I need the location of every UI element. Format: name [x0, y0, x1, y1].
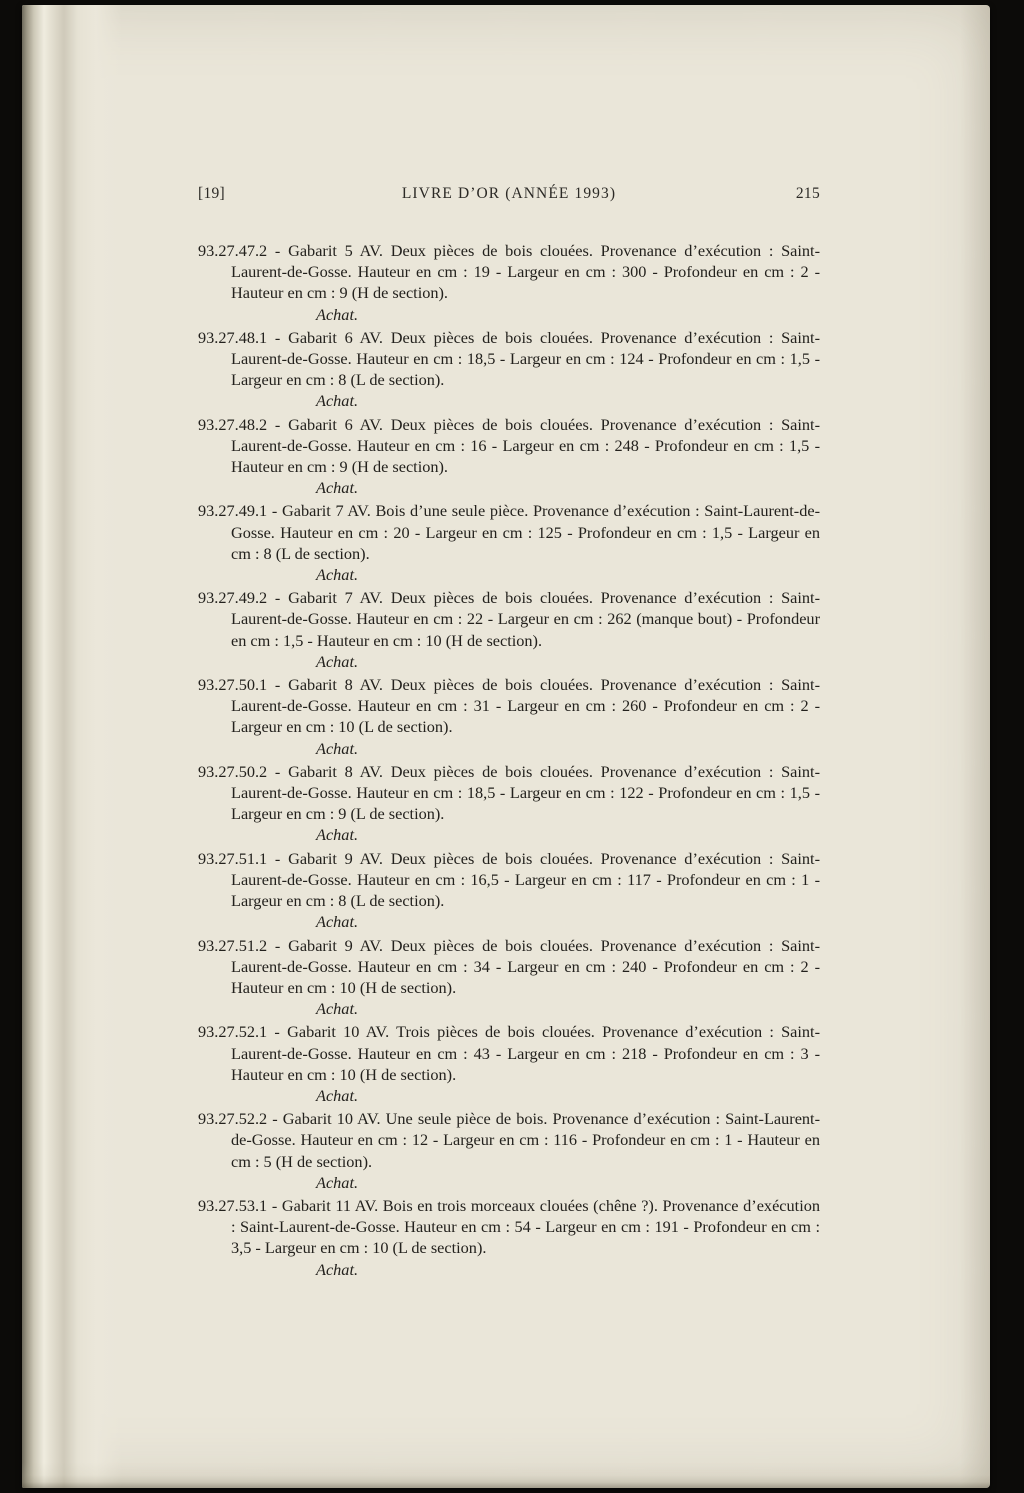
catalog-entry — [198, 674, 820, 759]
entry-text — [198, 674, 820, 738]
entry-text — [198, 414, 820, 478]
entry-id: 93.27.50.1 — [198, 675, 268, 695]
page-number: 215 — [795, 185, 820, 202]
entry-description: Gabarit 5 AV. Deux pièces de bois clouées. Provenance d’exécution : Saint-Laurent-de-Gosse. Hauteur en cm : 19 - Largeur en cm : 300 - Profondeur en cm : 2 - Hauteur en cm : 9 (H de section). — [231, 241, 821, 303]
entry-text — [198, 1021, 820, 1085]
catalog-entry — [198, 500, 820, 585]
entry-separator: - — [267, 848, 289, 868]
page-bottom-edge — [22, 1462, 990, 1488]
entry-acquisition: Achat. — [316, 1172, 359, 1192]
catalog-entry — [198, 848, 820, 933]
entry-description: Gabarit 6 AV. Deux pièces de bois clouées. Provenance d’exécution : Saint-Laurent-de-Gosse. Hauteur en cm : 18,5 - Largeur en cm : 124 - Profondeur en cm : 1,5 - Largeur en cm : 8 (L de section). — [231, 327, 821, 390]
entry-text — [198, 848, 820, 912]
entry-text — [198, 327, 820, 391]
entry-separator: - — [267, 414, 289, 434]
catalog-entries — [198, 240, 820, 1280]
catalog-entry — [198, 327, 820, 412]
book-page — [22, 5, 990, 1488]
running-title: LIVRE D’OR (ANNÉE 1993) — [401, 185, 617, 202]
entry-id: 93.27.47.2 — [198, 241, 268, 260]
entry-acquisition: Achat. — [316, 825, 359, 845]
entry-id: 93.27.49.1 — [198, 501, 268, 521]
entry-acquisition: Achat. — [316, 1085, 359, 1105]
catalog-entry — [198, 240, 820, 325]
entry-separator: - — [267, 1195, 282, 1215]
entry-id: 93.27.52.2 — [198, 1109, 268, 1129]
entry-separator: - — [267, 1109, 283, 1129]
catalog-entry — [198, 1108, 820, 1193]
entry-separator: - — [267, 327, 289, 347]
catalog-entry — [198, 761, 820, 846]
entry-text — [198, 935, 820, 999]
entry-id: 93.27.49.2 — [198, 588, 268, 608]
entry-text — [198, 587, 820, 651]
entry-acquisition: Achat. — [316, 391, 359, 411]
entry-separator: - — [267, 1022, 288, 1042]
book-spine-edge — [22, 5, 122, 1488]
entry-separator: - — [267, 675, 289, 695]
entry-description: Gabarit 11 AV. Bois en trois morceaux clouées (chêne ?). Provenance d’exécution : Saint-Laurent-de-Gosse. Hauteur en cm : 54 - Largeur en cm : 191 - Profondeur en cm : 3,5 - Largeur en cm : 10 (L de section). — [231, 1195, 820, 1258]
entry-id: 93.27.52.1 — [198, 1022, 268, 1042]
catalog-entry — [198, 1021, 820, 1106]
entry-id: 93.27.51.1 — [198, 848, 268, 868]
page-header — [198, 185, 820, 203]
entry-description: Gabarit 9 AV. Deux pièces de bois clouées. Provenance d’exécution : Saint-Laurent-de-Gosse. Hauteur en cm : 34 - Largeur en cm : 240 - Profondeur en cm : 2 - Hauteur en cm : 10 (H de section). — [231, 935, 821, 997]
entry-acquisition: Achat. — [316, 565, 359, 585]
entry-acquisition: Achat. — [316, 478, 359, 498]
entry-description: Gabarit 9 AV. Deux pièces de bois clouées. Provenance d’exécution : Saint-Laurent-de-Gosse. Hauteur en cm : 16,5 - Largeur en cm : 117 - Profondeur en cm : 1 - Largeur en cm : 8 (L de section). — [231, 848, 821, 911]
entry-separator: - — [267, 241, 289, 260]
entry-text — [198, 1108, 820, 1172]
entry-acquisition: Achat. — [316, 999, 359, 1019]
entry-separator: - — [267, 761, 289, 781]
entry-description: Gabarit 8 AV. Deux pièces de bois clouées. Provenance d’exécution : Saint-Laurent-de-Gosse. Hauteur en cm : 18,5 - Largeur en cm : 122 - Profondeur en cm : 1,5 - Largeur en cm : 9 (L de section). — [231, 761, 821, 824]
entry-text — [198, 240, 820, 304]
entry-separator: - — [267, 501, 282, 521]
catalog-entry — [198, 587, 820, 672]
entry-id: 93.27.48.1 — [198, 327, 268, 347]
entry-separator: - — [267, 935, 289, 955]
entry-acquisition: Achat. — [316, 651, 359, 671]
entry-acquisition: Achat. — [316, 912, 359, 932]
entry-id: 93.27.53.1 — [198, 1195, 268, 1215]
entry-description: Gabarit 8 AV. Deux pièces de bois clouées. Provenance d’exécution : Saint-Laurent-de-Gosse. Hauteur en cm : 31 - Largeur en cm : 260 - Profondeur en cm : 2 - Largeur en cm : 10 (L de section). — [231, 675, 821, 737]
entry-id: 93.27.48.2 — [198, 414, 268, 434]
entry-text — [198, 1195, 820, 1259]
entry-acquisition: Achat. — [316, 304, 359, 324]
entry-text — [198, 761, 820, 825]
entry-description: Gabarit 7 AV. Bois d’une seule pièce. Provenance d’exécution : Saint-Laurent-de-Gosse. Hauteur en cm : 20 - Largeur en cm : 125 - Profondeur en cm : 1,5 - Largeur en cm : 8 (L de section). — [231, 501, 821, 563]
entry-id: 93.27.50.2 — [198, 761, 268, 781]
entry-description: Gabarit 7 AV. Deux pièces de bois clouées. Provenance d’exécution : Saint-Laurent-de-Gosse. Hauteur en cm : 22 - Largeur en cm : 262 (manque bout) - Profondeur en cm : 1,5 - Hauteur en cm : 10 (H de section). — [231, 588, 821, 650]
folio-bracket-number: [19] — [198, 185, 226, 202]
entry-acquisition: Achat. — [316, 738, 359, 758]
catalog-entry — [198, 1195, 820, 1280]
entry-text — [198, 500, 820, 564]
entry-description: Gabarit 6 AV. Deux pièces de bois clouées. Provenance d’exécution : Saint-Laurent-de-Gosse. Hauteur en cm : 16 - Largeur en cm : 248 - Profondeur en cm : 1,5 - Hauteur en cm : 9 (H de section). — [231, 414, 821, 477]
entry-id: 93.27.51.2 — [198, 935, 268, 955]
entry-description: Gabarit 10 AV. Une seule pièce de bois. Provenance d’exécution : Saint-Laurent-de-Gosse. Hauteur en cm : 12 - Largeur en cm : 116 - Profondeur en cm : 1 - Hauteur en cm : 5 (H de section). — [231, 1109, 821, 1171]
catalog-entry — [198, 935, 820, 1020]
catalog-entry — [198, 414, 820, 499]
entry-separator: - — [267, 588, 289, 608]
page-fore-edge — [960, 5, 990, 1488]
entry-acquisition: Achat. — [316, 1259, 359, 1279]
page-content — [198, 185, 820, 1282]
entry-description: Gabarit 10 AV. Trois pièces de bois clouées. Provenance d’exécution : Saint-Laurent-de-Gosse. Hauteur en cm : 43 - Largeur en cm : 218 - Profondeur en cm : 3 - Hauteur en cm : 10 (H de section). — [231, 1022, 821, 1084]
